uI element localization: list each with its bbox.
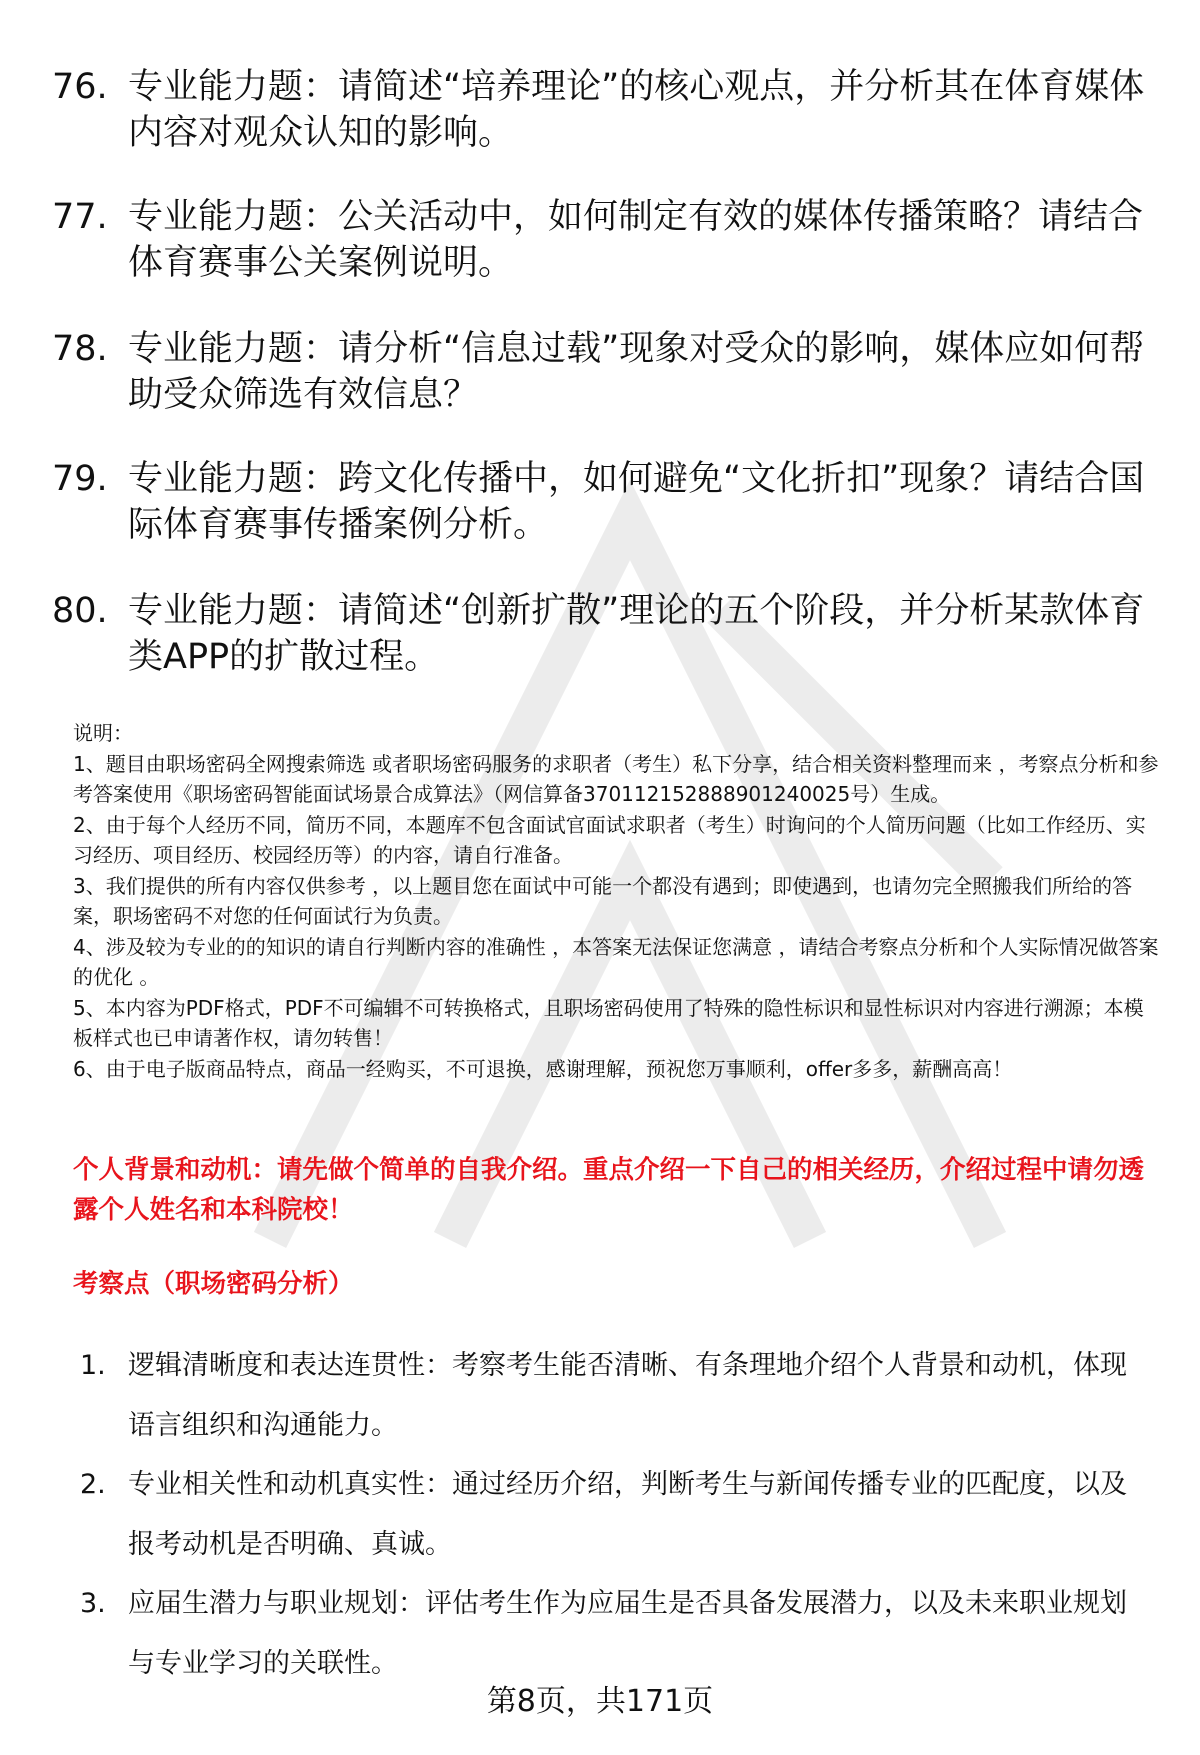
notes-section <box>73 718 1163 1084</box>
point-number: 3. <box>80 1588 106 1619</box>
point-number: 1. <box>80 1350 106 1381</box>
question-number: 79. <box>52 459 108 499</box>
note-item: 6、由于电子版商品特点，商品一经购买，不可退换，感谢理解，预祝您万事顺利，offer多多，薪酬高高！ <box>73 1056 1013 1081</box>
question-76 <box>52 64 1152 156</box>
note-item: 2、由于每个人经历不同，简历不同，本题库不包含面试官面试求职者（考生）时询问的个人简历问题（比如工作经历、实习经历、项目经历、校园经历等）的内容，请自行准备。 <box>73 812 1146 867</box>
question-number: 78. <box>52 329 108 369</box>
analysis-point <box>80 1455 1150 1574</box>
question-text: 专业能力题：请分析“信息过载”现象对受众的影响，媒体应如何帮助受众筛选有效信息？ <box>128 329 1145 415</box>
analysis-heading: 考察点（职场密码分析） <box>73 1269 354 1299</box>
question-text: 专业能力题：公关活动中，如何制定有效的媒体传播策略？请结合体育赛事公关案例说明。 <box>128 197 1144 283</box>
note-item: 5、本内容为PDF格式，PDF不可编辑不可转换格式，且职场密码使用了特殊的隐性标识和显性标识对内容进行溯源；本模板样式也已申请著作权，请勿转售！ <box>73 995 1144 1050</box>
notes-title: 说明： <box>73 721 133 745</box>
note-item: 3、我们提供的所有内容仅供参考 ，以上题目您在面试中可能一个都没有遇到；即使遇到，也请勿完全照搬我们所给的答案，职场密码不对您的任何面试行为负责。 <box>73 873 1133 928</box>
question-77 <box>52 194 1152 286</box>
point-text: 专业相关性和动机真实性：通过经历介绍，判断考生与新闻传播专业的匹配度，以及报考动机是否明确、真诚。 <box>128 1469 1127 1560</box>
question-text: 专业能力题：请简述“创新扩散”理论的五个阶段，并分析某款体育类APP的扩散过程。 <box>128 591 1145 677</box>
page-footer: 第8页，共171页 <box>486 1684 714 1719</box>
analysis-points <box>80 1336 1150 1693</box>
question-text: 专业能力题：请简述“培养理论”的核心观点，并分析其在体育媒体内容对观众认知的影响。 <box>128 67 1145 153</box>
note-item: 1、题目由职场密码全网搜索筛选 或者职场密码服务的求职者（考生）私下分享，结合相关资料整理而来 ，考察点分析和参考答案使用《职场密码智能面试场景合成算法》（网信算备370112152888901240025号）生成。 <box>73 751 1159 806</box>
point-number: 2. <box>80 1469 106 1500</box>
question-text: 专业能力题：跨文化传播中，如何避免“文化折扣”现象？请结合国际体育赛事传播案例分析。 <box>128 459 1145 545</box>
question-78 <box>52 326 1152 418</box>
question-80 <box>52 588 1152 680</box>
note-item: 4、涉及较为专业的的知识的请自行判断内容的准确性 ，本答案无法保证您满意 ，请结合考察点分析和个人实际情况做答案的优化 。 <box>73 934 1159 989</box>
question-number: 77. <box>52 197 108 237</box>
background-question: 个人背景和动机：请先做个简单的自我介绍。重点介绍一下自己的相关经历，介绍过程中请勿透露个人姓名和本科院校！ <box>73 1155 1145 1225</box>
point-text: 逻辑清晰度和表达连贯性：考察考生能否清晰、有条理地介绍个人背景和动机，体现语言组织和沟通能力。 <box>128 1350 1127 1441</box>
question-number: 80. <box>52 591 108 631</box>
question-79 <box>52 456 1152 548</box>
question-number: 76. <box>52 67 108 107</box>
point-text: 应届生潜力与职业规划：评估考生作为应届生是否具备发展潜力，以及未来职业规划与专业学习的关联性。 <box>128 1588 1127 1679</box>
analysis-point <box>80 1336 1150 1455</box>
